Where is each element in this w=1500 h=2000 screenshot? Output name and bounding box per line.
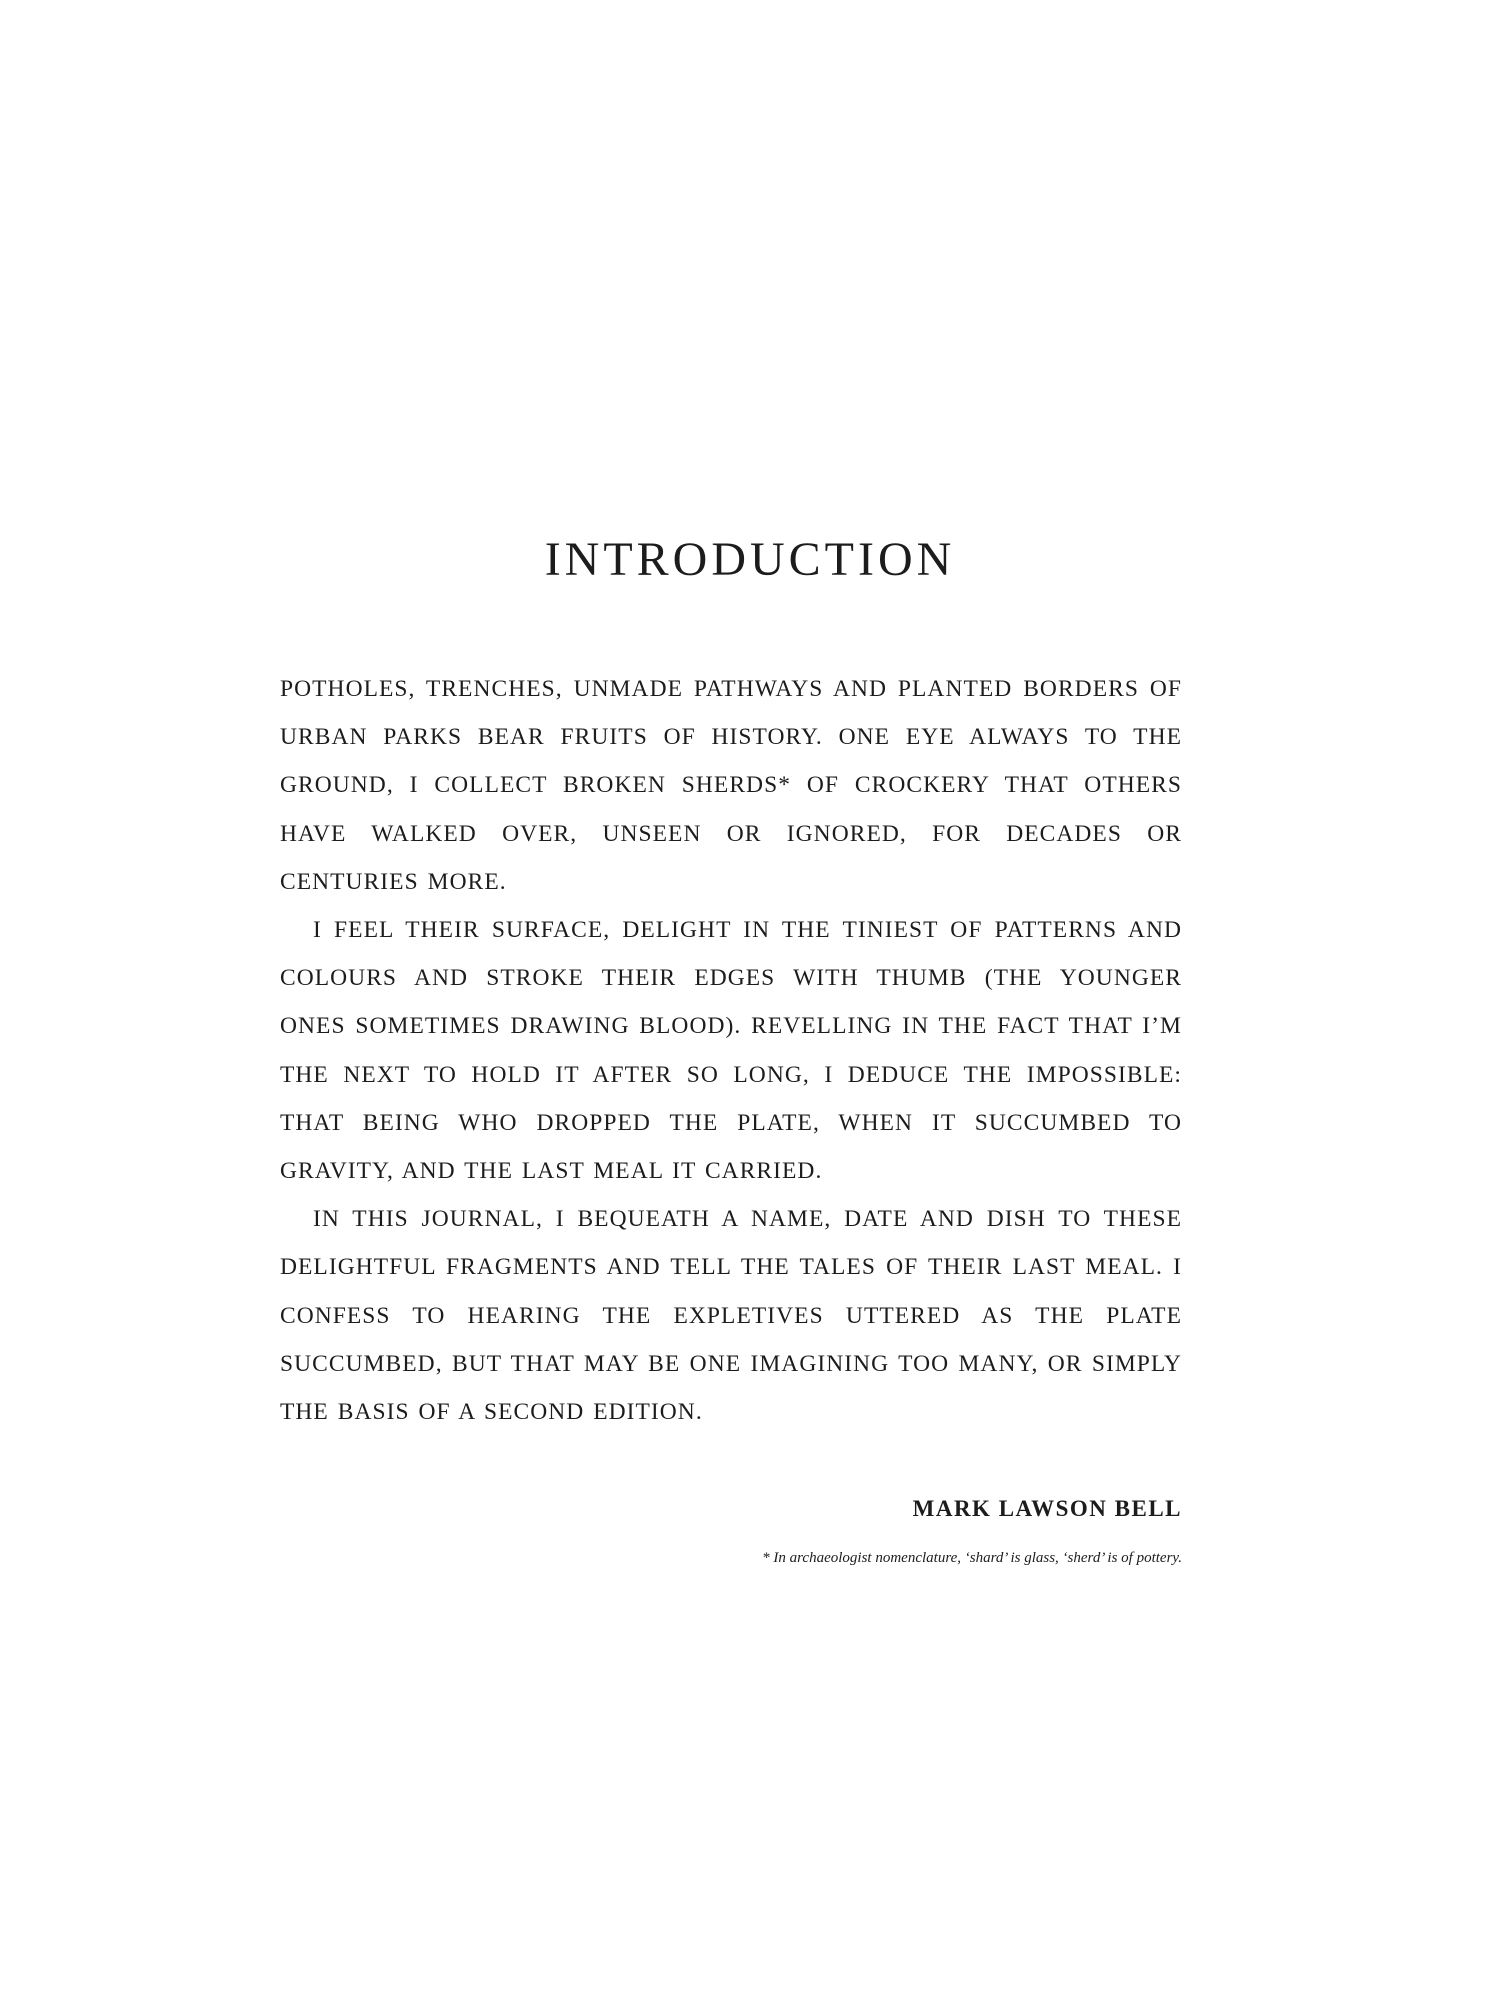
paragraph: I FEEL THEIR SURFACE, DELIGHT IN THE TINIEST OF PATTERNS AND COLOURS AND STROKE THEIR EDGES WITH THUMB (THE YOUNGER ONES SOMETIMES DRAWING BLOOD). REVELLING IN THE FACT THAT I’M THE NEXT TO HOLD IT AFTER SO LONG, I DEDUCE THE IMPOSSIBLE: THAT BEING WHO DROPPED THE PLATE, WHEN IT SUCCUMBED TO GRAVITY, AND THE LAST MEAL IT CARRIED. — [280, 917, 1182, 1185]
footnote: * In archaeologist nomenclature, ‘shard’ is glass, ‘sherd’ is of pottery. — [762, 1550, 1182, 1566]
paragraph: POTHOLES, TRENCHES, UNMADE PATHWAYS AND PLANTED BORDERS OF URBAN PARKS BEAR FRUITS OF HISTORY. ONE EYE ALWAYS TO THE GROUND, I COLLECT BROKEN SHERDS* OF CROCKERY THAT OTHERS HAVE WALKED OVER, UNSEEN OR IGNORED, FOR DECADES OR CENTURIES MORE. — [280, 676, 1182, 895]
page-title: INTRODUCTION — [544, 533, 956, 586]
body-text — [280, 665, 1182, 1436]
author-signature: MARK LAWSON BELL — [912, 1496, 1182, 1521]
paragraph: IN THIS JOURNAL, I BEQUEATH A NAME, DATE AND DISH TO THESE DELIGHTFUL FRAGMENTS AND TELL THE TALES OF THEIR LAST MEAL. I CONFESS TO HEARING THE EXPLETIVES UTTERED AS THE PLATE SUCCUMBED, BUT THAT MAY BE ONE IMAGINING TOO MANY, OR SIMPLY THE BASIS OF A SECOND EDITION. — [280, 1206, 1182, 1426]
